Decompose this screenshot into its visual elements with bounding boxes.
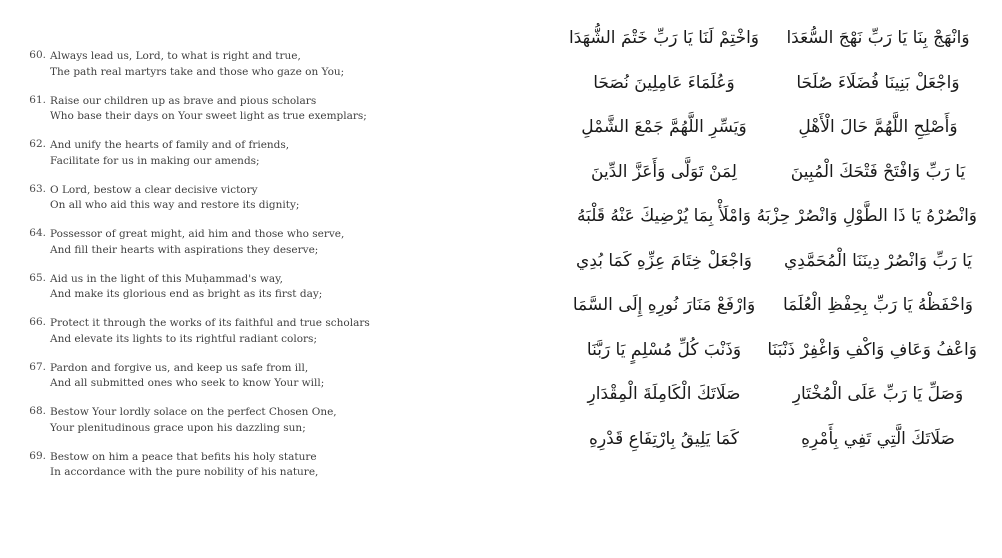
verse-64 (20, 220, 560, 265)
arabic-hemistich-1: وَاعْفُ وَعَافِ وَاكْفِ وَاغْفِرْ ذَنْبَنَا (767, 339, 977, 360)
arabic-hemistich-2: وَعُلَمَاءَ عَامِلِينَ نُصَحَا (593, 72, 735, 93)
verse-line-1: Aid us in the light of this Muḥammad's way, (50, 272, 284, 285)
verse-line-2: And elevate its lights to its rightful radiant colors; (50, 332, 317, 345)
verse-number: 65. (29, 271, 46, 284)
verse-line-1: Pardon and forgive us, and keep us safe from ill, (50, 361, 309, 374)
verse-line-1: Always lead us, Lord, to what is right and true, (50, 50, 301, 62)
verse-66 (20, 309, 560, 354)
verse-text (50, 183, 299, 214)
verse-62 (20, 131, 560, 176)
arabic-verse-63 (565, 154, 985, 199)
verse-text (50, 94, 367, 125)
verse-line-2: The path real martyrs take and those who gaze on You; (50, 65, 345, 78)
verse-text (50, 316, 370, 347)
verse-text (50, 138, 289, 169)
verse-line-1: Bestow Your lordly solace on the perfect Chosen One, (50, 406, 337, 418)
verse-line-2: On all who aid this way and restore its dignity; (50, 199, 300, 211)
arabic-hemistich-2: وَامْلَأْ بِمَا يُرْضِيكَ عَنْهُ قَلْبَهُ (577, 206, 751, 226)
verse-line-2: Your plenitudinous grace upon his dazzling sun; (50, 421, 306, 434)
verse-line-1: Protect it through the works of its faithful and true scholars (50, 317, 370, 329)
arabic-hemistich-1: صَلَاتَكَ الَّتِي تَفِي بِأَمْرِهِ (801, 428, 955, 449)
arabic-hemistich-2: وَيَسِّرِ اللَّهُمَّ جَمْعَ الشَّمْلِ (581, 117, 747, 137)
verse-line-2: And all submitted ones who seek to know Your will; (50, 377, 325, 389)
verse-63 (20, 176, 560, 221)
arabic-verse-66 (565, 287, 985, 332)
arabic-hemistich-2: وَاجْعَلْ خِتَامَ عِزِّهِ كَمَا بُدِي (576, 250, 752, 271)
verse-line-1: Possessor of great might, aid him and those who serve, (50, 228, 345, 240)
arabic-hemistich-1: وَاجْعَلْ بَنِينَا فُضَلَاءَ صُلَحَا (796, 72, 960, 93)
arabic-hemistich-1: وَانْهَجْ بِنَا يَا رَبِّ نَهْجَ السُّعَدَا (786, 28, 970, 48)
arabic-verse-61 (565, 65, 985, 110)
verse-line-2: In accordance with the pure nobility of his nature, (50, 466, 319, 478)
verse-number: 61. (29, 93, 46, 106)
verse-line-1: Bestow on him a peace that befits his holy stature (50, 450, 317, 463)
verse-text (50, 450, 318, 481)
verse-text (50, 227, 344, 258)
verse-line-2: And fill their hearts with aspirations they deserve; (50, 243, 319, 256)
verse-number: 60. (29, 49, 46, 61)
arabic-text-column (565, 20, 985, 465)
verse-text (50, 49, 344, 80)
arabic-verse-67 (565, 332, 985, 377)
arabic-verse-68 (565, 376, 985, 421)
verse-number: 62. (29, 138, 46, 150)
arabic-hemistich-2: وَاخْتِمْ لَنَا يَا رَبِّ خَتْمَ الشُّهَدَا (568, 28, 760, 48)
verse-number: 64. (29, 227, 46, 239)
arabic-verse-60 (565, 20, 985, 65)
verse-number: 69. (29, 449, 46, 462)
arabic-hemistich-2: لِمَنْ تَوَلَّى وَأَعَزَّ الدِّينَ (591, 161, 737, 182)
arabic-hemistich-2: كَمَا يَلِيقُ بِارْتِفَاعِ قَدْرِهِ (589, 428, 739, 449)
arabic-hemistich-1: وَاحْفَظْهُ يَا رَبِّ بِحِفْظِ الْعُلَمَا (782, 295, 974, 315)
arabic-hemistich-2: وَذَنْبَ كُلِّ مُسْلِمٍ يَا رَبَّنَا (586, 339, 742, 360)
verse-text (50, 361, 324, 392)
english-translation-column (20, 42, 560, 487)
verse-number: 67. (29, 360, 46, 373)
verse-line-2: And make its glorious end as bright as its first day; (50, 288, 323, 300)
arabic-hemistich-1: وَصَلِّ يَا رَبِّ عَلَى الْمُخْتَارِ (792, 384, 964, 404)
verse-number: 68. (29, 405, 46, 417)
verse-line-1: Raise our children up as brave and pious scholars (50, 94, 317, 107)
arabic-hemistich-1: وَانْصُرْهُ يَا ذَا الطَّوْلِ وَانْصُرْ حِزْبَهُ (756, 206, 977, 226)
verse-line-1: O Lord, bestow a clear decisive victory (50, 183, 258, 196)
verse-line-1: And unify the hearts of family and of friends, (50, 139, 290, 151)
arabic-hemistich-2: صَلَاتَكَ الْكَامِلَةَ الْمِقْدَارِ (587, 384, 741, 404)
verse-text (50, 405, 337, 436)
verse-65 (20, 265, 560, 310)
arabic-hemistich-1: يَا رَبِّ وَانْصُرْ دِينَنَا الْمُحَمَّدِي (783, 250, 973, 271)
verse-number: 66. (29, 316, 46, 328)
verse-67 (20, 354, 560, 399)
verse-text (50, 272, 322, 303)
arabic-hemistich-1: وَأَصْلِحِ اللَّهُمَّ حَالَ الْأَهْلِ (798, 117, 958, 137)
verse-69 (20, 443, 560, 488)
verse-line-2: Facilitate for us in making our amends; (50, 154, 260, 167)
arabic-verse-62 (565, 109, 985, 154)
verse-line-2: Who base their days on Your sweet light as true exemplars; (50, 110, 367, 122)
arabic-verse-69 (565, 421, 985, 466)
arabic-hemistich-1: يَا رَبِّ وَافْتَحْ فَتْحَكَ الْمُبِينَ (790, 161, 966, 182)
arabic-verse-64 (565, 198, 985, 243)
arabic-verse-65 (565, 243, 985, 288)
verse-number: 63. (29, 182, 46, 195)
verse-60 (20, 42, 560, 87)
verse-61 (20, 87, 560, 132)
verse-68 (20, 398, 560, 443)
arabic-hemistich-2: وَارْفَعْ مَنَارَ نُورِهِ إِلَى السَّمَا (572, 295, 756, 315)
